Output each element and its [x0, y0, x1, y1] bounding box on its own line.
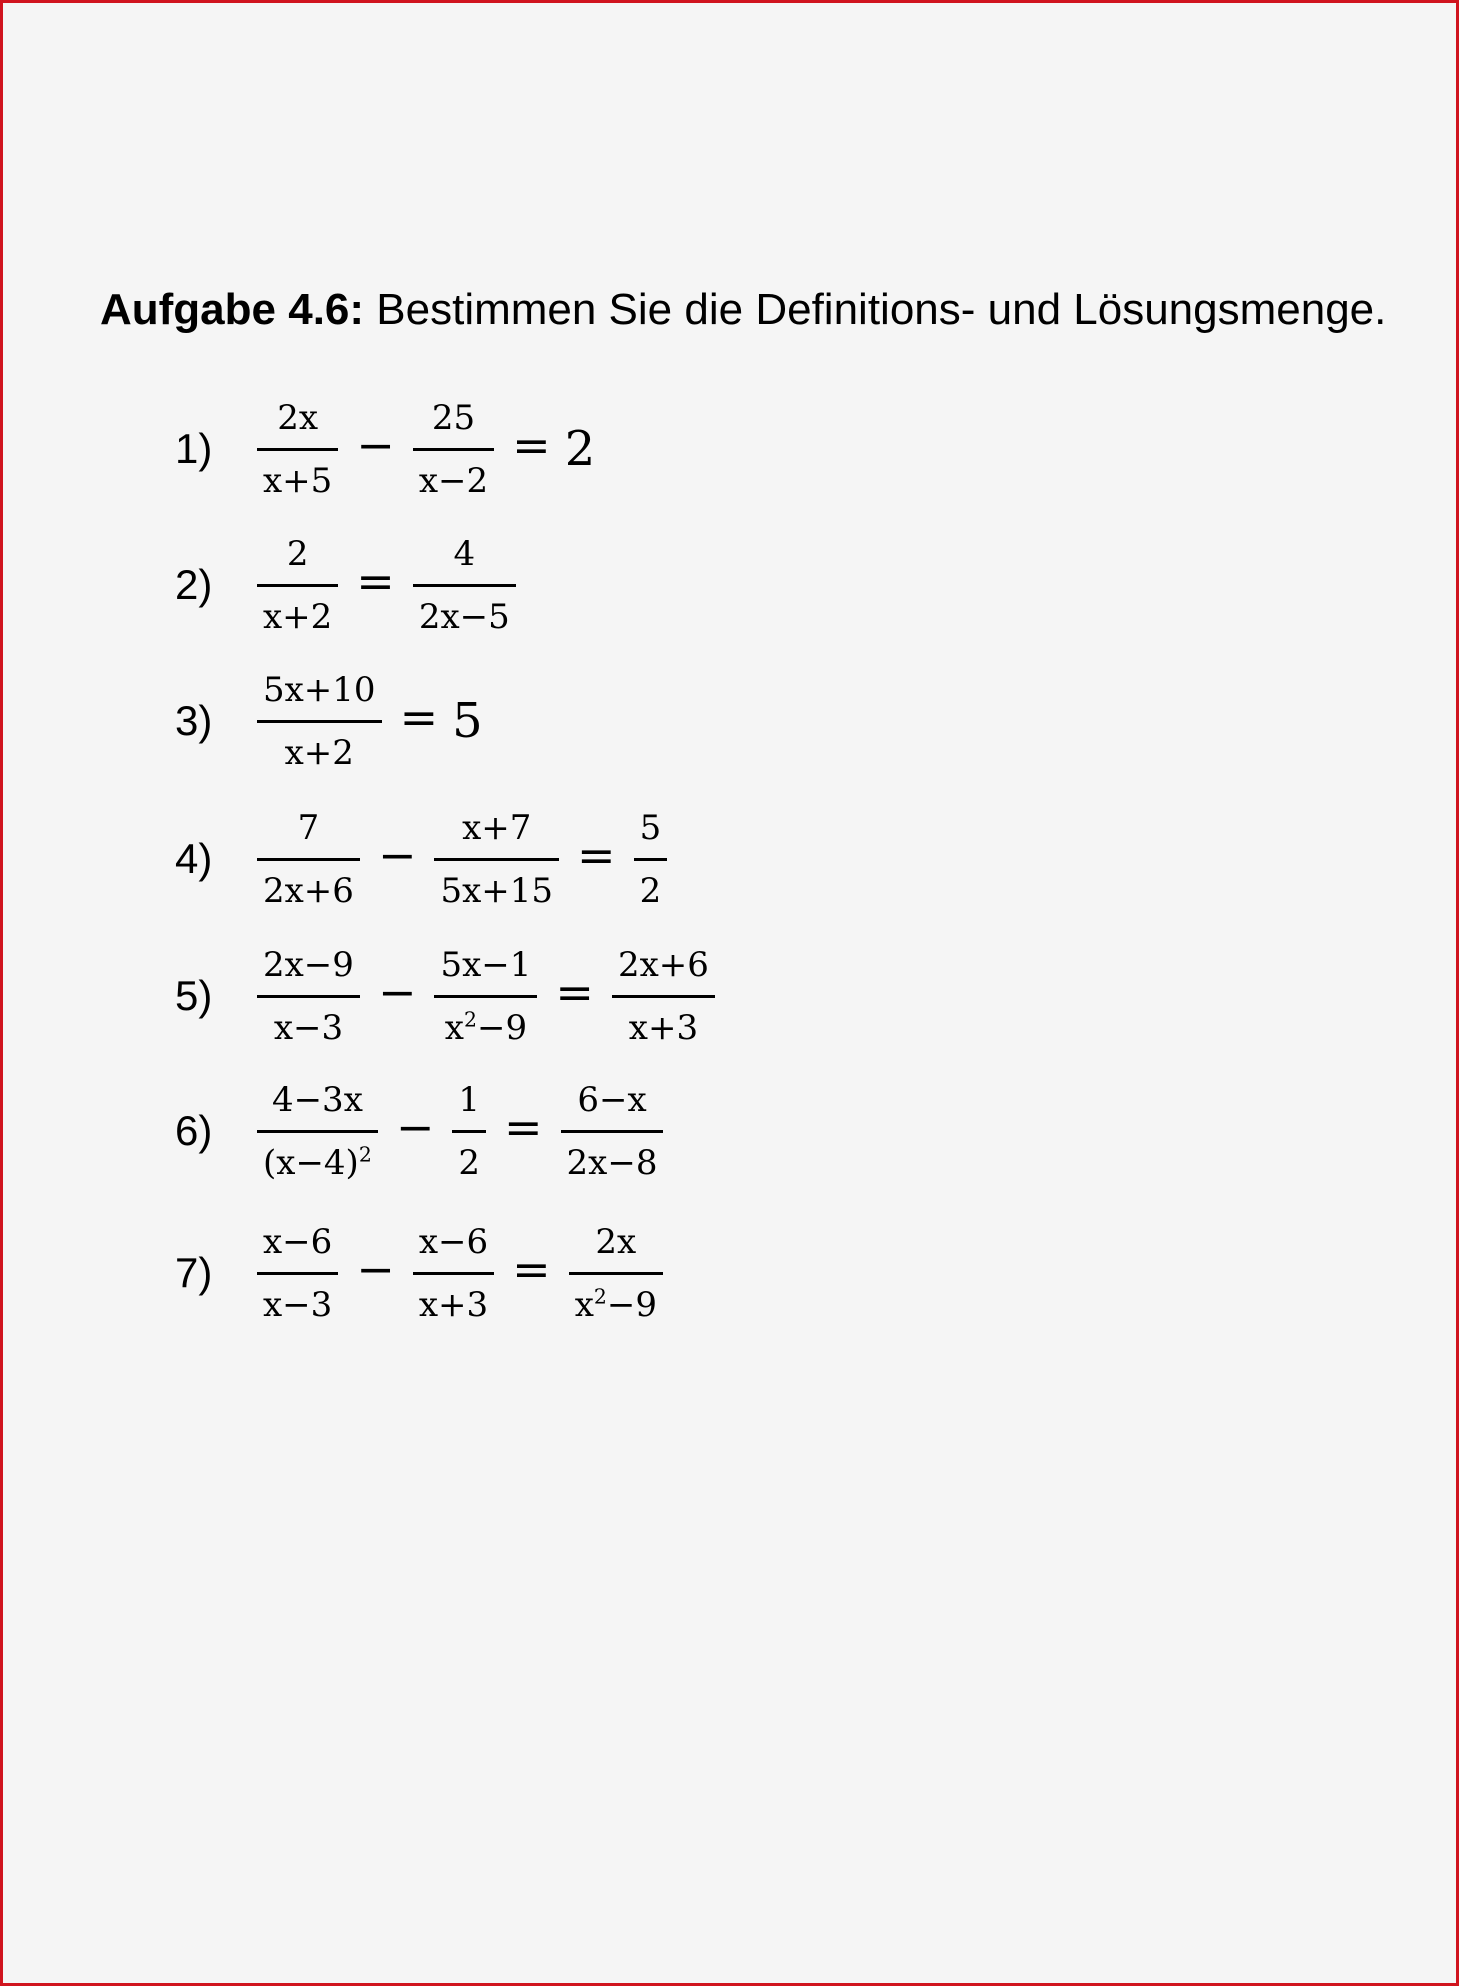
denominator: 2	[639, 870, 662, 911]
denominator-rest: −9	[476, 1007, 528, 1048]
fraction-bar	[257, 995, 360, 998]
denominator: 2x+6	[263, 870, 354, 911]
equation	[247, 396, 595, 503]
numerator: 25	[431, 397, 476, 438]
fraction	[257, 943, 360, 1050]
problem-1	[175, 394, 595, 504]
equals-sign: =	[504, 1100, 543, 1154]
numerator: 6−x	[577, 1079, 647, 1120]
numerator: x+7	[462, 807, 532, 848]
fraction	[413, 1220, 494, 1327]
denominator	[257, 1141, 378, 1185]
problem-number: 4)	[175, 835, 213, 882]
numerator: 5	[639, 807, 662, 848]
denominator: x−3	[263, 1284, 333, 1325]
denominator-rest: −9	[606, 1284, 657, 1325]
denominator: 2x−8	[566, 1142, 658, 1183]
equation	[247, 532, 526, 639]
numerator: 4−3x	[271, 1079, 363, 1120]
fraction	[413, 532, 516, 639]
equals-sign: =	[512, 418, 551, 472]
problem-number: 3)	[175, 697, 213, 744]
numerator: x−6	[263, 1221, 333, 1262]
equals-sign: =	[555, 965, 594, 1019]
exponent: 2	[593, 1284, 607, 1309]
fraction	[257, 532, 338, 639]
problem-number: 1)	[175, 425, 213, 472]
fraction	[413, 396, 494, 503]
denominator: x+3	[628, 1007, 699, 1048]
problem-number: 6)	[175, 1107, 213, 1154]
fraction-bar	[612, 995, 715, 998]
equals-sign: =	[512, 1242, 551, 1296]
fraction-bar	[561, 1130, 664, 1133]
fraction	[257, 1220, 338, 1327]
denominator: 2x−5	[418, 596, 510, 637]
fraction	[561, 1078, 664, 1185]
numerator: 2x−9	[263, 944, 354, 985]
task-number: Aufgabe 4.6:	[100, 285, 365, 334]
equation	[247, 1078, 673, 1185]
denominator: x−2	[418, 460, 489, 501]
numerator: 7	[297, 807, 320, 848]
fraction-bar	[452, 1130, 486, 1133]
minus-operator: −	[395, 1100, 435, 1154]
fraction-bar	[434, 858, 559, 861]
fraction-bar	[257, 448, 338, 451]
denominator-base: x	[574, 1284, 594, 1325]
numerator: 5x−1	[440, 944, 532, 985]
denominator: 2	[458, 1142, 480, 1183]
fraction	[434, 806, 559, 913]
right-hand-side: 5	[452, 693, 483, 749]
numerator: 2x+6	[617, 944, 709, 985]
right-hand-side: 2	[564, 421, 596, 477]
denominator: x+3	[418, 1284, 489, 1325]
numerator: 4	[453, 533, 476, 574]
denominator: x+2	[284, 732, 354, 773]
problem-number: 7)	[175, 1249, 213, 1296]
fraction	[257, 396, 338, 503]
fraction	[569, 1220, 663, 1327]
fraction-bar	[434, 995, 537, 998]
denominator: x−3	[273, 1007, 344, 1048]
fraction-bar	[634, 858, 668, 861]
fraction-bar	[257, 584, 338, 587]
denominator: 5x+15	[440, 870, 554, 911]
denominator: x+5	[263, 460, 333, 501]
equals-sign: =	[399, 690, 439, 744]
fraction-bar	[413, 448, 494, 451]
problem-7	[175, 1218, 673, 1328]
fraction	[257, 806, 360, 913]
numerator: 2x	[595, 1221, 637, 1262]
exponent: 2	[463, 1007, 477, 1032]
problem-6	[175, 1076, 673, 1186]
minus-operator: −	[356, 1242, 395, 1296]
equals-sign: =	[356, 554, 395, 608]
fraction-bar	[257, 720, 382, 723]
denominator: x+2	[263, 596, 333, 637]
fraction	[434, 943, 537, 1050]
problem-4	[175, 804, 677, 914]
problem-number: 5)	[175, 972, 213, 1019]
fraction-bar	[257, 858, 360, 861]
fraction-bar	[569, 1272, 663, 1275]
equation	[247, 668, 483, 775]
minus-operator: −	[356, 418, 395, 472]
numerator: 5x+10	[263, 669, 376, 710]
problem-5	[175, 941, 725, 1051]
denominator	[569, 1283, 663, 1327]
fraction-bar	[413, 1272, 494, 1275]
denominator-base: (x−4)	[263, 1142, 359, 1183]
denominator-base: x	[444, 1007, 464, 1048]
numerator: 1	[458, 1079, 480, 1120]
task-instruction: Bestimmen Sie die Definitions- und Lösungsmenge.	[364, 285, 1387, 334]
fraction	[634, 806, 668, 913]
fraction	[452, 1078, 486, 1185]
numerator: 2	[286, 533, 309, 574]
equation	[247, 943, 725, 1050]
equation	[247, 806, 677, 913]
minus-operator: −	[377, 828, 417, 882]
problem-number: 2)	[175, 561, 213, 608]
minus-operator: −	[377, 965, 417, 1019]
fraction	[612, 943, 715, 1050]
exponent: 2	[358, 1142, 372, 1167]
denominator	[439, 1006, 533, 1050]
fraction-bar	[257, 1130, 378, 1133]
numerator: 2x	[277, 397, 319, 438]
problem-2	[175, 530, 526, 640]
fraction	[257, 668, 382, 775]
equals-sign: =	[577, 828, 616, 882]
numerator: x−6	[418, 1221, 489, 1262]
task-heading	[100, 285, 1386, 335]
fraction-bar	[413, 584, 516, 587]
fraction-bar	[257, 1272, 338, 1275]
fraction	[257, 1078, 378, 1185]
problem-3	[175, 666, 483, 776]
equation	[247, 1220, 673, 1327]
